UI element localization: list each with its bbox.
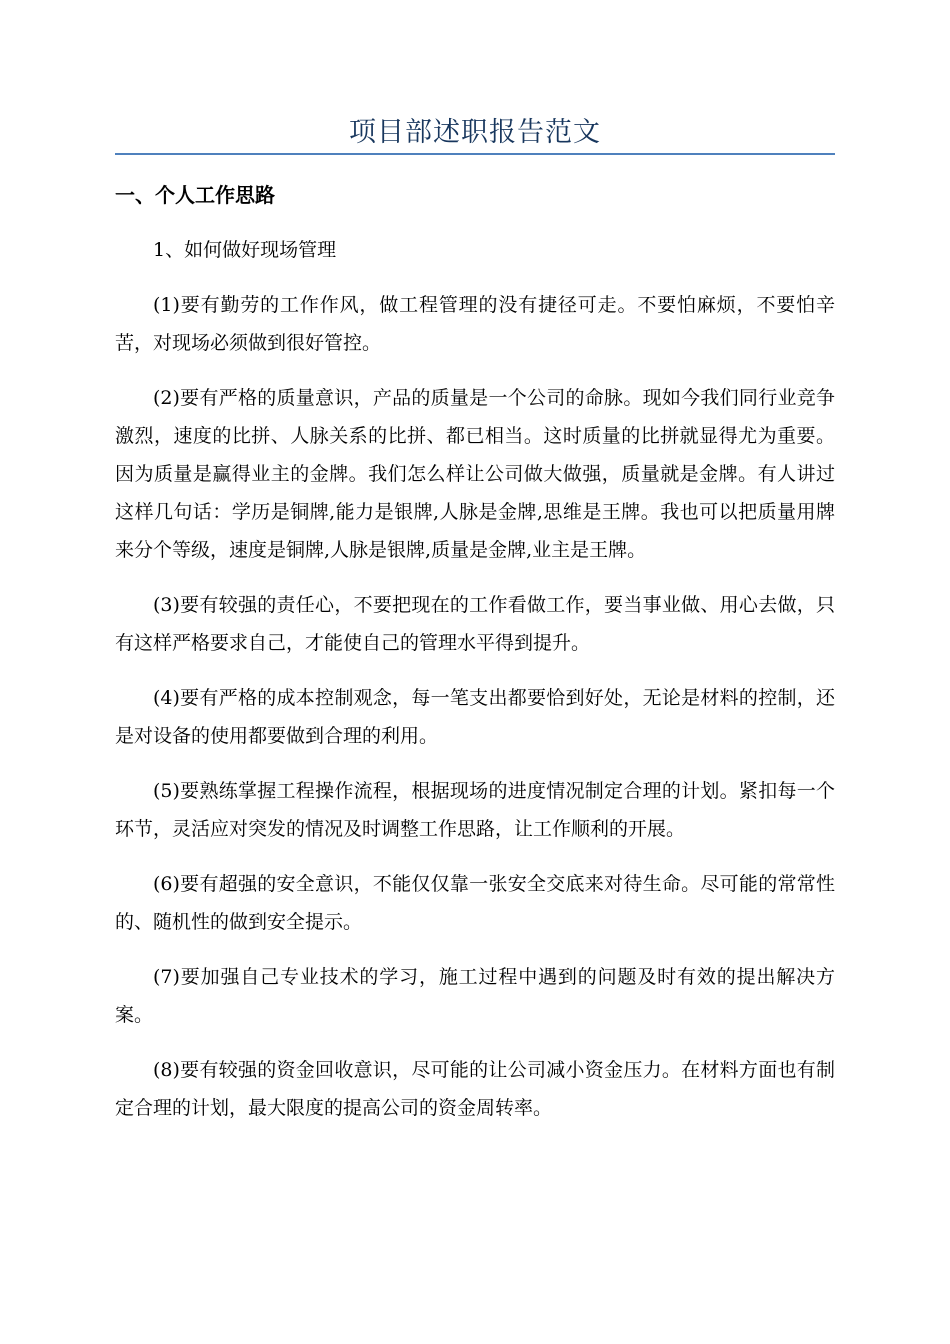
paragraph-1: (1)要有勤劳的工作作风，做工程管理的没有捷径可走。不要怕麻烦，不要怕辛苦，对现场必须做到很好管控。 [115,294,835,354]
document-title: 项目部述职报告范文 [349,117,601,148]
document-body [115,176,835,1144]
paragraph-2: (2)要有严格的质量意识，产品的质量是一个公司的命脉。现如今我们同行业竞争激烈，速度的比拼、人脉关系的比拼、都已相当。这时质量的比拼就显得尤为重要。因为质量是赢得业主的金牌。我们怎么样让公司做大做强，质量就是金牌。有人讲过这样几句话：学历是铜牌,能力是银牌,人脉是金牌,思维是王牌。我也可以把质量用牌来分个等级，速度是铜牌,人脉是银牌,质量是金牌,业主是王牌。 [115,387,835,561]
subheading: 1、如何做好现场管理 [153,239,337,261]
title-underline [115,153,835,155]
paragraph-7: (7)要加强自己专业技术的学习，施工过程中遇到的问题及时有效的提出解决方案。 [115,966,835,1026]
paragraph-3: (3)要有较强的责任心，不要把现在的工作看做工作，要当事业做、用心去做，只有这样严格要求自己，才能使自己的管理水平得到提升。 [115,594,835,654]
section-heading: 一、个人工作思路 [115,183,275,207]
paragraph-8: (8)要有较强的资金回收意识，尽可能的让公司减小资金压力。在材料方面也有制定合理的计划，最大限度的提高公司的资金周转率。 [115,1059,835,1119]
paragraph-4: (4)要有严格的成本控制观念，每一笔支出都要恰到好处，无论是材料的控制，还是对设备的使用都要做到合理的利用。 [115,687,835,747]
paragraph-6: (6)要有超强的安全意识，不能仅仅靠一张安全交底来对待生命。尽可能的常常性的、随机性的做到安全提示。 [115,873,835,933]
paragraph-5: (5)要熟练掌握工程操作流程，根据现场的进度情况制定合理的计划。紧扣每一个环节，灵活应对突发的情况及时调整工作思路，让工作顺利的开展。 [115,780,835,840]
